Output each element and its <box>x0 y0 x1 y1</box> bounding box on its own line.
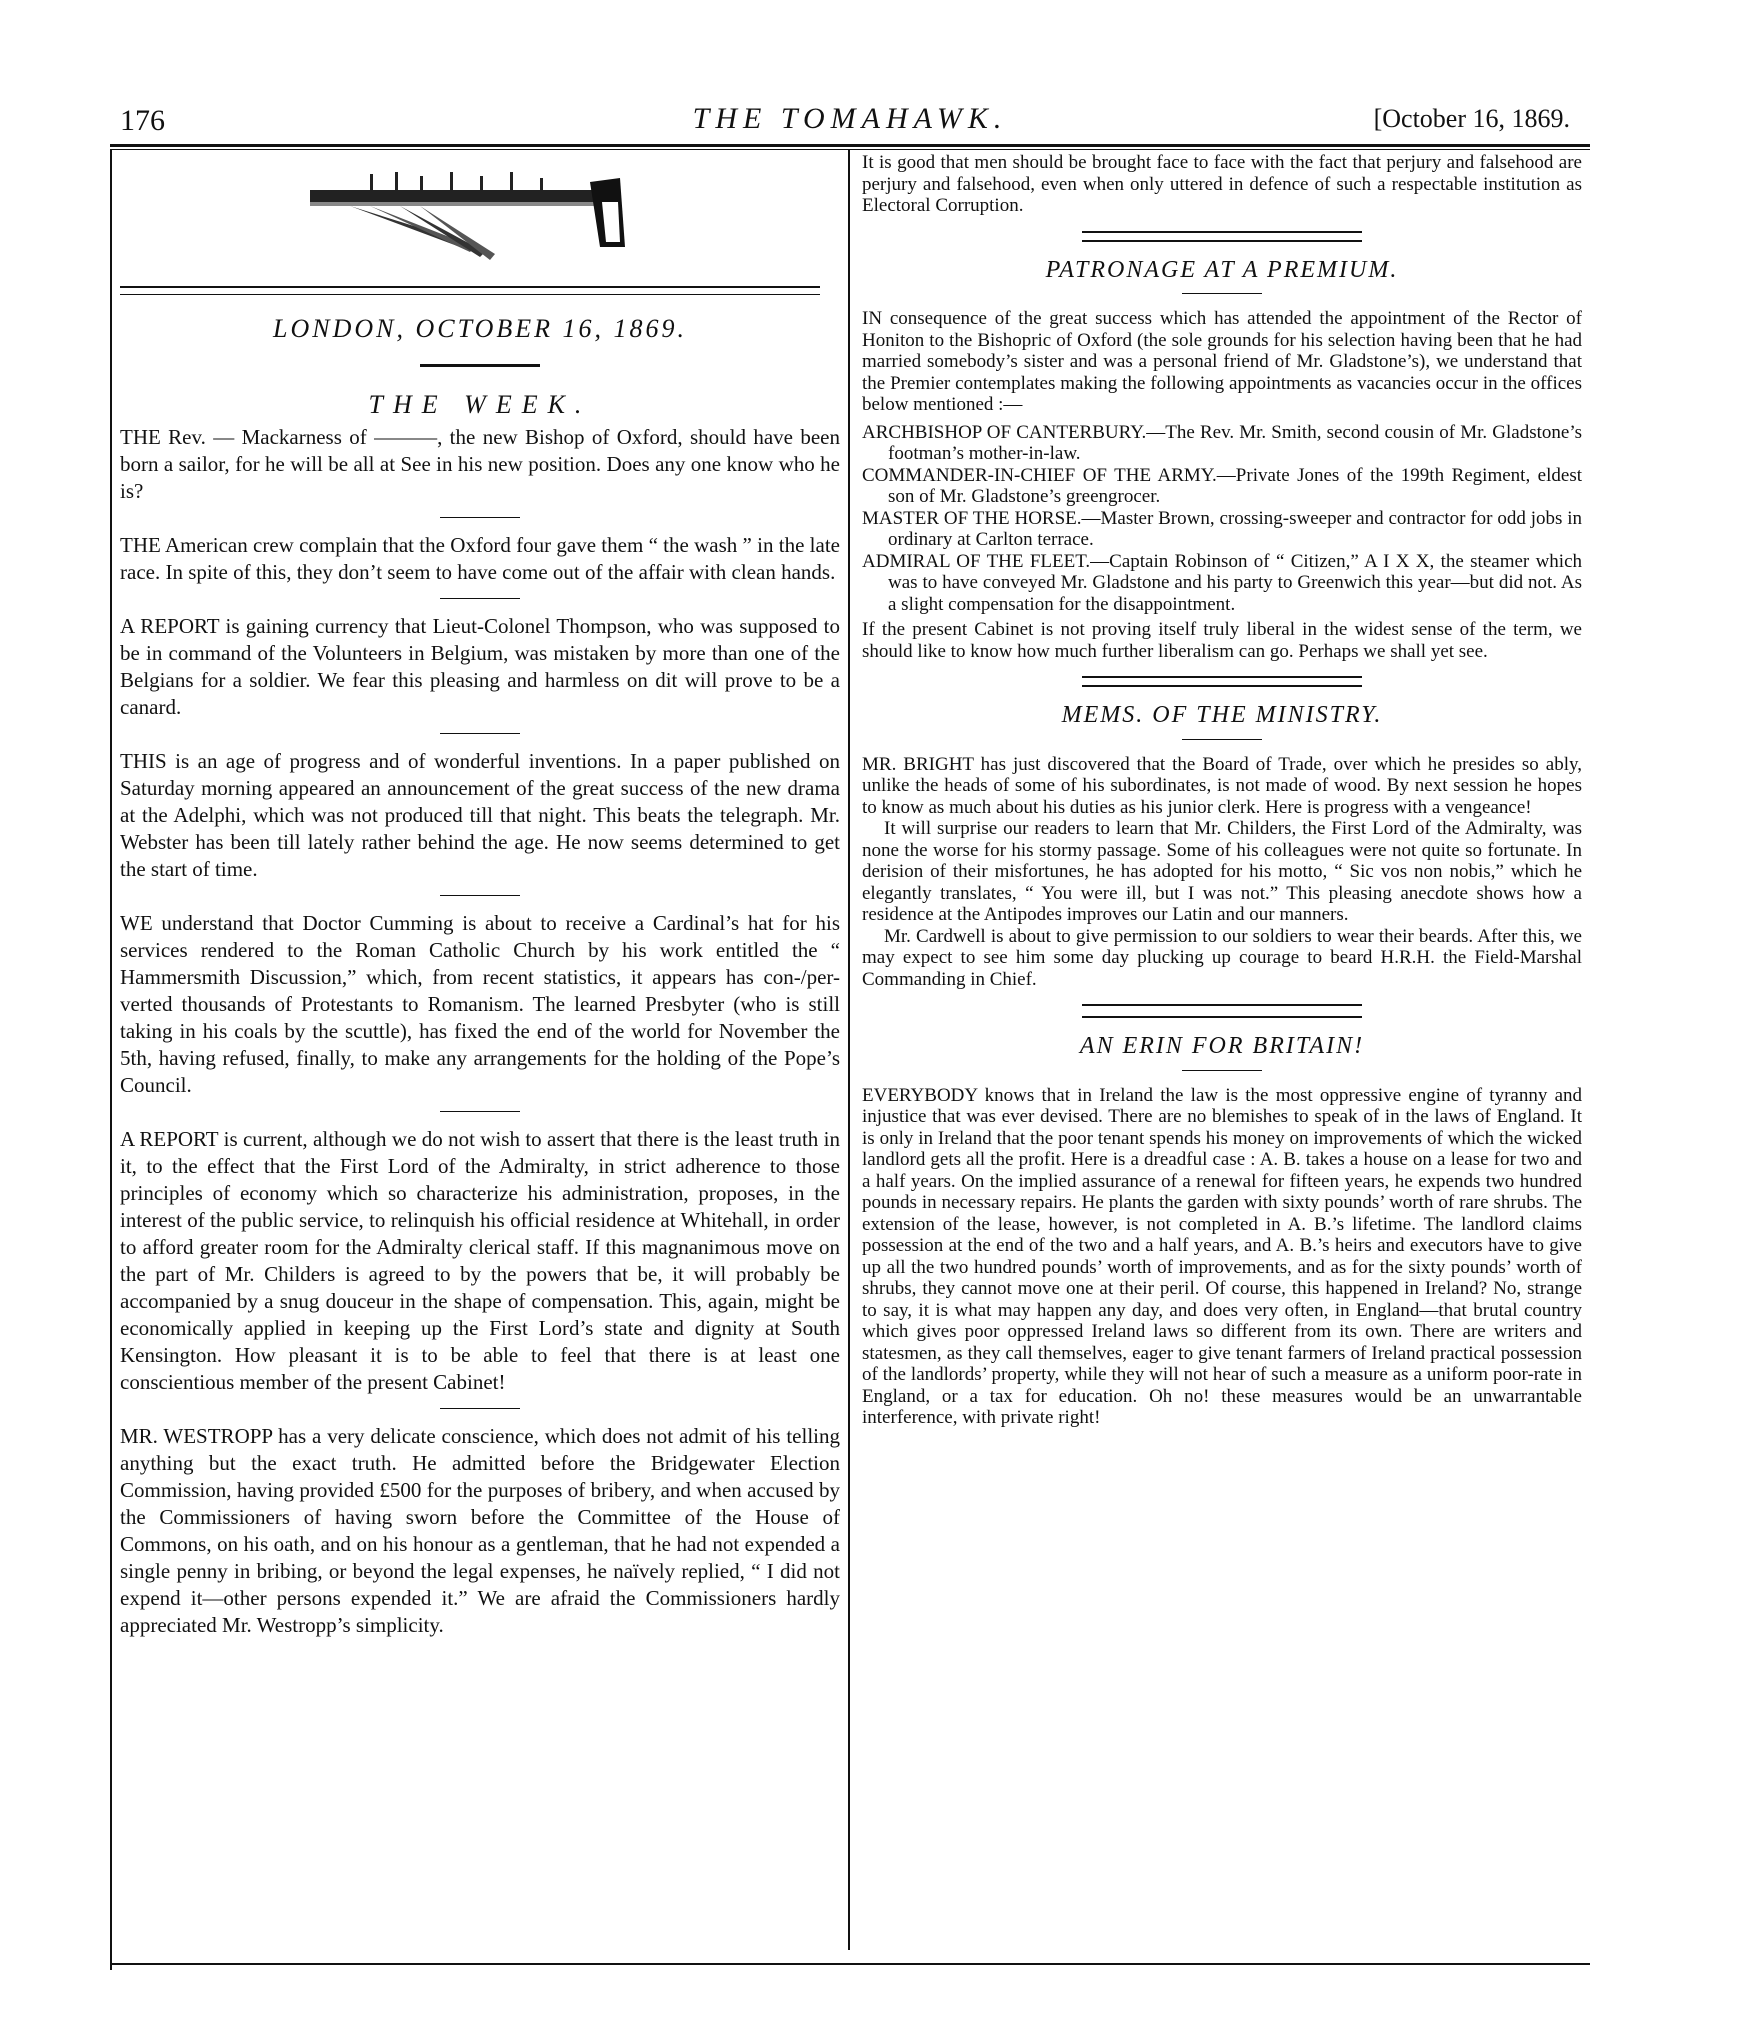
page-header <box>110 100 1590 142</box>
appointment-commander: COMMANDER-IN-CHIEF OF THE ARMY.—Private Jones of the 199th Regiment, eldest son of Mr. Gladstone’s greengrocer. <box>862 464 1582 507</box>
item-westropp: MR. WESTROPP has a very delicate conscience, which does not admit of his telling anything but the exact truth. He admitted before the Bridgewater Election Commission, having provided £500 for the purposes of bribery, and when accused by the Commissioners of having sworn before the Committee of the House of Commons, on his oath, and on his honour as a gentleman, that he had not expended a single penny in bribing, or beyond the legal expenses, he naïvely replied, “ I did not expend it—other persons expended it.” We are afraid the Commissioners hardly appreciated Mr. Westropp’s simplicity. <box>120 1424 840 1637</box>
patronage-paragraph: IN consequence of the great success which has attended the appointment of the Rector of Honiton to the Bishopric of Oxford (the sole grounds for his selection having been that he had married somebody’s sister and was a personal friend of Mr. Gladstone’s), we understand that the Premier contemplates making the following appointments as vacancies occur in the offices below mentioned :— <box>862 308 1582 415</box>
masthead-rule <box>120 286 820 295</box>
tomahawk-logo <box>120 152 840 272</box>
appointment-admiral: ADMIRAL OF THE FLEET.—Captain Robinson of “ Citizen,” A I X X, the steamer which was to have conveyed Mr. Gladstone and his party to Greenwich this year—but did not. As a slight compensation for the disappointment. <box>862 550 1582 615</box>
tomahawk-icon <box>120 152 840 272</box>
item-admiralty: A REPORT is current, although we do not wish to assert that there is the least truth in it, to the effect that the First Lord of the Admiralty, in strict adherence to those principles of economy which so characterize his administration, proposes, in the interest of the public service, to relinquish his official residence at Whitehall, in order to afford greater room for the Admiralty clerical staff. If this magnanimous move on the part of Mr. Childers is agreed to by the powers that be, it will probably be accompanied by a snug douceur in the shape of compensation. This, again, might be economically applied in keeping up the First Lord’s state and dignity at South Kensington. How pleasant it is to be able to feel that there is at least one conscientious member of the present Cabinet! <box>120 1127 840 1394</box>
dateline: LONDON, OCTOBER 16, 1869. <box>272 314 687 343</box>
article-rule <box>1082 1004 1362 1018</box>
heading-rule <box>1182 293 1262 294</box>
heading-rule <box>1182 1070 1262 1071</box>
item-rule <box>440 517 520 518</box>
heading-mems: MEMS. OF THE MINISTRY. <box>1061 702 1383 728</box>
patronage-closing: If the present Cabinet is not proving itself truly liberal in the widest sense of the term, we should like to know how much further liberalism can go. Perhaps we shall yet see. <box>862 619 1582 662</box>
page-number: 176 <box>120 104 165 137</box>
header-rule-thin <box>110 149 1590 150</box>
left-column <box>120 152 840 1639</box>
mems-childers: It will surprise our readers to learn that Mr. Childers, the First Lord of the Admiralty, was none the worse for his stormy passage. Some of his colleagues were not quite so fortunate. In derision of their misfortunes, he has adopted for his motto, “ Sic vos non nobis,” which he elegantly translates, “ You were ill, but I was not.” This pleasing anecdote shows how a residence at the Antipodes improves our Latin and our manners. <box>862 818 1582 925</box>
item-rule <box>440 1111 520 1112</box>
bottom-rule <box>110 1963 1590 1965</box>
item-rule <box>440 598 520 599</box>
item-thompson: A REPORT is gaining currency that Lieut-Colonel Thompson, who was supposed to be in command of the Volunteers in Belgium, was mistaken by more than one of the Belgians for a soldier. We fear this pleasing and harmless on dit will prove to be a canard. <box>120 614 840 719</box>
heading-rule <box>1182 739 1262 740</box>
appointment-archbishop: ARCHBISHOP OF CANTERBURY.—The Rev. Mr. Smith, second cousin of Mr. Gladstone’s footman’s mother-in-law. <box>862 421 1582 464</box>
item-progress: THIS is an age of progress and of wonderful inventions. In a paper published on Saturday morning appeared an announcement of the great success of the new drama at the Adelphi, which was not produced till that night. This beats the telegraph. Mr. Webster has been till lately rather behind the age. He now seems determined to get the start of time. <box>120 749 840 881</box>
item-bishop: THE Rev. — Mackarness of ———, the new Bishop of Oxford, should have been born a sailor, for he will be all at See in his new position. Does any one know who he is? <box>120 425 840 503</box>
right-column <box>862 152 1582 1429</box>
article-rule <box>1082 676 1362 687</box>
item-rule <box>440 733 520 734</box>
header-rule <box>110 144 1590 147</box>
article-rule <box>1082 231 1362 242</box>
section-heading: THE WEEK. <box>368 390 592 419</box>
mems-bright: MR. BRIGHT has just discovered that the Board of Trade, over which he presides so ably, unlike the heads of some of his subordinates, is not made of wood. By next session he hopes to know as much about his duties as his junior clerk. Here is progress with a vengeance! <box>862 753 1582 818</box>
section-rule <box>420 364 540 367</box>
erin-paragraph: EVERYBODY knows that in Ireland the law is the most oppressive engine of tyranny and injustice that was ever devised. There are no blemishes to speak of in the laws of England. It is only in Ireland that the poor tenant spends his money on improvements of which the wicked landlord gets all the profit. Here is a dreadful case : A. B. takes a house on a lease for two and a half years. On the implied assurance of a renewal for fifteen years, he expends two hundred pounds in necessary repairs. He plants the garden with sixty pounds’ worth of rare shrubs. The extension of the lease, however, is not completed in A. B.’s lifetime. The landlord claims possession at the end of the two and a half years, and A. B.’s heirs and executors have to give up all the two hundred pounds’ worth of improvements, and as for the sixty pounds’ worth of shrubs, they cannot move one at their peril. Of course, this happened in Ireland? No, strange to say, it is what may happen any day, and does very often, in England—that brutal country which gives poor oppressed Ireland laws so different from its own. There are writers and statesmen, as they call themselves, eager to give tenant farmers of Ireland practical possession of the landlords’ property, while they will not hear of such a measure as a uniform poor-rate in England, or a tax for education. Oh no! these measures would be an unwarrantable interference, with private right! <box>862 1084 1582 1428</box>
item-rule <box>440 1408 520 1409</box>
column-divider <box>848 150 850 1950</box>
item-rule <box>440 895 520 896</box>
issue-date: [October 16, 1869. <box>1373 104 1570 133</box>
publication-title: THE TOMAHAWK. <box>692 102 1008 135</box>
left-margin-rule <box>110 150 112 1970</box>
newspaper-page <box>110 100 1590 1960</box>
heading-patronage: PATRONAGE AT A PREMIUM. <box>1045 256 1399 283</box>
intro-paragraph: It is good that men should be brought face to face with the fact that perjury and falsehood are perjury and falsehood, even when only uttered in defence of such a respectable institution as Electoral Corruption. <box>862 152 1582 216</box>
appointment-master-horse: MASTER OF THE HORSE.—Master Brown, crossing-sweeper and contractor for odd jobs in ordinary at Carlton terrace. <box>862 507 1582 550</box>
mems-cardwell: Mr. Cardwell is about to give permission to our soldiers to wear their beards. After this, we may expect to see him some day plucking up courage to beard H.R.H. the Field-Marshal Commanding in Chief. <box>862 925 1582 990</box>
item-cumming: WE understand that Doctor Cumming is about to receive a Cardinal’s hat for his services rendered to the Roman Catholic Church by his work entitled the “ Hammersmith Discussion,” which, from recent statistics, it appears has con-/per- verted thousands of Protestants to Romanism. The learned Presbyter (who is still taking in his coals by the scuttle), has fixed the end of the world for November the 5th, having refused, finally, to make any arrangements for the holding of the Pope’s Council. <box>120 911 840 1097</box>
heading-erin: AN ERIN FOR BRITAIN! <box>1079 1033 1365 1059</box>
item-american-crew: THE American crew complain that the Oxford four gave them “ the wash ” in the late race. In spite of this, they don’t seem to have come out of the affair with clean hands. <box>120 533 840 584</box>
